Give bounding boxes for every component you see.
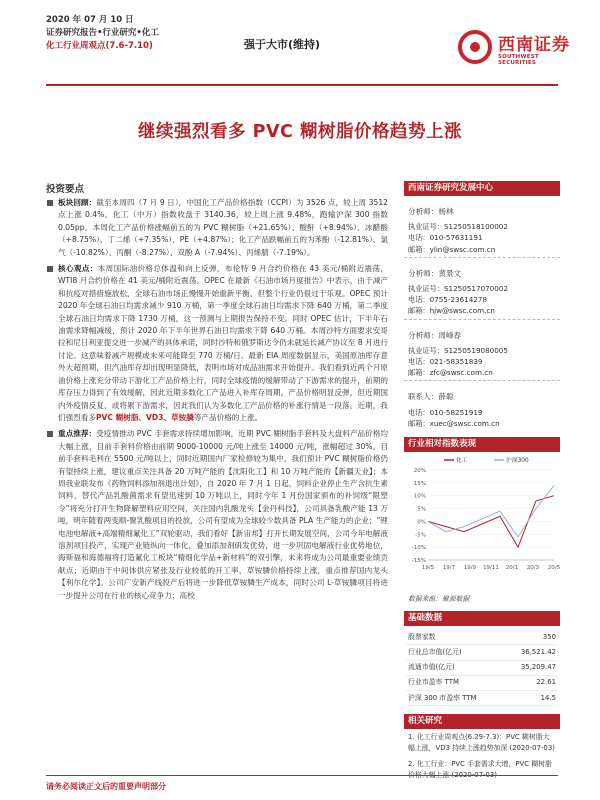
y-tick-label: -15%: [411, 558, 426, 565]
logo-cn-text: 西南证券: [498, 35, 570, 55]
y-tick-label: 0%: [417, 519, 426, 526]
report-date: 2020 年 07 月 10 日: [46, 15, 134, 25]
rating: 强于大市(维持): [244, 38, 321, 51]
analyst-name: 联系人：薛聪: [408, 392, 454, 402]
review-text: 截至本周四（7 月 9 日），中国化工产品价格指数（CCPI）为 3526 点，较上周 3512 点上涨 0.4%。化工（中万）指数收盘于 3140.36，较上周上涨 9.48%，跑输沪深 300 指数 0.05pp。本周化工产品价格涨幅前五的为 PVC 糊树脂（+21.65%）、酸酐（+8.94%）、冰醋酸（+8.75%）、丁二烯（+7.35%）、PE（+4.87%）；化工产品跌幅前五的为苯酚（-12.81%）、氯气（-10.82%）、丙酮（-8.27%）、双酚 A（-7.94%）、丙烯腈（-7.19%）。: [58, 198, 388, 257]
bullet-icon: [47, 266, 53, 272]
analyst-card: [404, 328, 560, 382]
core-label: 核心观点：: [58, 264, 98, 274]
bullet-icon: [47, 431, 53, 437]
chart-heading: 行业相对指数表现: [404, 437, 560, 452]
basic-data-heading: 基础数据: [404, 611, 560, 626]
header-divider: [46, 84, 558, 86]
analyst-card: [404, 389, 560, 431]
row-label: 沪深 300 市盈率 TTM: [406, 691, 505, 706]
x-tick-label: 20/3: [526, 565, 540, 572]
analyst-phone: 电话：021-58351839: [408, 357, 483, 367]
row-value: 35,209.47: [505, 660, 558, 675]
table-row: [406, 630, 558, 645]
analyst-phone: 电话：0755-23614278: [408, 295, 488, 305]
row-value: 36,521.42: [505, 645, 558, 660]
row-value: 350: [505, 630, 558, 645]
picks-label: 重点推荐：: [58, 429, 97, 439]
paragraph-review: [46, 197, 388, 259]
row-label: 流通市值(亿元): [406, 660, 505, 675]
paragraph-picks: [46, 428, 388, 602]
x-tick-label: 19/7: [442, 565, 456, 572]
paragraph-core: [46, 263, 388, 424]
report-series: 化工行业周观点(7.6-7.10): [46, 41, 153, 51]
company-logo: [458, 16, 576, 76]
logo-emblem-icon: [458, 30, 492, 64]
table-row: [406, 660, 558, 675]
analyst-email[interactable]: 邮箱：zfc@swsc.com.cn: [408, 368, 493, 378]
table-row: [406, 691, 558, 706]
row-label: 行业市盈率 TTM: [406, 675, 505, 690]
legend-label: 沪深300: [506, 458, 529, 465]
report-category: 证券研究报告•行业研究•化工: [46, 28, 159, 38]
related-item[interactable]: 1. 化工行业周观点(6.29-7.3)：PVC 糊树脂大幅上涨，VD3 持续上涨趋势加深 (2020-07-03): [408, 733, 555, 752]
x-tick-label: 19/11: [483, 565, 499, 572]
analyst-card: [404, 204, 560, 258]
analyst-name: 分析师：杨林: [408, 207, 454, 216]
row-label: 行业总市值(亿元): [406, 645, 505, 660]
y-tick-label: 15%: [413, 480, 426, 487]
related-list: [404, 729, 560, 789]
analyst-email[interactable]: 邮箱：hjw@swsc.com.cn: [408, 306, 495, 316]
report-header: [46, 14, 570, 84]
picks-text: 受疫情推动 PVC 手套需求持续增加影响，近期 PVC 糊树脂手套料及大盘料产品价格均大幅上涨，目前手套料价格由前期 9000-10000 元/吨上涨至 14000 元/吨，涨幅超过 30%。目前手套料毛利在 5500 元/吨以上，同时近期国内厂家检修较为集中，我们预计 PVC 糊树脂价格仍有望持续上涨，建议重点关注具备 20 万吨产能的【沈阳化工】和 10 万吨产能的【新疆天业】；本周我业联发布《药物饲料添加剂退出计划》，自 2020 年 7 月 1 日起，饲料企业停止生产含抗生素饲料，替代产品乳酸菌需求有望迅速到 10 万吨以上，同时今年 1 月份国家颁布的补饲级“限塑令”将充分打开生物降解塑料应用空间，关注国内乳酸龙头【金丹科技】，公司具备乳酸产能 13 万吨，明年随着两变顺-聚乳酸项目的投放，公司有望成为全球较少数具备 PLA 生产能力的企业；“锂电池电解液+高端精细氟化工”双轮驱动，我们看好【新宙邦】打开长期发展空间，公司今年电解液溶剂项目投产，实现产业链纵向一体化，叠加添加剂研发优势，进一步巩固电解液行业优势地位，海斯福和海德福将打造氟化工板块“精细化学品+新材料”的双引擎，未来将成为公司最重要业绩贡献点；近期由于中间体供应紧张及行业较低的开工率，草铵膦价格持续上涨，重点推荐国内龙头【利尔化学】。公司广安新产线投产后将进一步降低草铵膦生产成本，同时公司 L-草铵膦项目将进一步提升公司在行业的核心竞争力；高校: [58, 429, 388, 600]
legend-label: 化工: [456, 458, 468, 465]
related-heading: 相关研究: [404, 714, 560, 729]
table-row: [406, 645, 558, 660]
analyst-cert: 执业证号：S1250517070002: [408, 284, 508, 294]
core-text: 本周国际油价格总体温和向上反弹，布伦特 9 月合约价格在 43 美元/桶附近震荡，WTI8 月合约价格在 41 美元/桶附近震荡。OPEC 在最新《石油市场月度报告》中表示，由于减产和抗疫对措措施放松，全球石油市场正慢慢开始重新平衡，但整个行业仍很过于乐观。OPEC 预计 2020 年全球石油日均需求减少 910 万桶，第一季度全球石油日均需求下降 640 万桶，第二季度全球石油日均需求下降 1730 万桶，这一预测与上期报告保持不变。同时 OPEC 估计，下半年石油需求降幅减缓，预计 2020 年下半年世界石油日均需求下降 640 万桶。本周沙特方面要求安哥拉和尼日利亚提交进一步减产的具体承诺，同时沙特和俄罗斯达令仍未就延长减产协议至 8 月进行讨论。这意味着减产规模或未来可能降至 770 万桶/日。最新 EIA 周度数据显示，美国原油库存意外大超预期，但汽油库存却出现明显降低，表明市场对成品油需求开始提升。我们看到近两个月原油价格上涨充分带动下游化工产品价格上行，同时全球疫情的缓解带动了下游需求的提升，前期的库存压力得到了有效缓解，因此近期多数化工产品进入补库存周期，产品价格明显反弹，但近期国内外疫情反复，或将累下游需求，因此我们认为多数化工产品价格的补涨行情是一段落。近期，我们强烈看多: [58, 264, 388, 422]
bullet-icon: [47, 200, 53, 206]
analyst-phone: 电话：010-58251919: [408, 407, 483, 417]
table-row: [406, 675, 558, 690]
analyst-cert: 执业证号：S1250519080005: [408, 345, 508, 355]
x-tick-label: 20/5: [547, 565, 560, 572]
row-value: 14.5: [505, 691, 558, 706]
analyst-name: 分析师：周峰春: [408, 330, 462, 340]
chart-source: 数据来源：聚源数据: [408, 595, 470, 604]
analyst-phone: 电话：010-57631191: [408, 233, 483, 243]
analyst-cert: 执业证号：S1250518100002: [408, 222, 508, 232]
x-tick-label: 19/9: [463, 565, 477, 572]
basic-data-table: [406, 630, 558, 706]
section-heading: 投资要点: [46, 184, 85, 195]
series-line: [428, 485, 554, 537]
index-chart: [404, 452, 560, 612]
footer-divider: [46, 775, 558, 776]
analyst-card: [404, 266, 560, 320]
y-tick-label: 20%: [413, 468, 426, 475]
analyst-email[interactable]: 邮箱：ylin@swsc.com.cn: [408, 244, 496, 254]
analyst-name: 分析师：黄景文: [408, 268, 462, 278]
y-tick-label: -5%: [415, 532, 426, 539]
related-item[interactable]: 2. 化工行业：PVC 手套需求大增，PVC 糊树脂: [408, 760, 552, 769]
header-left: [46, 14, 159, 53]
analyst-list: [404, 204, 560, 431]
footer-disclaimer: 请务必阅读正文后的重要声明部分: [46, 782, 166, 791]
x-tick-label: 20/1: [505, 565, 519, 572]
x-tick-label: 19/5: [421, 565, 435, 572]
analyst-email[interactable]: 邮箱：xuec@swsc.com.cn: [408, 418, 500, 428]
row-value: 22.61: [505, 675, 558, 690]
logo-en-text: SOUTHWEST SECURITIES: [498, 54, 539, 66]
sidebar: [404, 181, 560, 790]
core-tail: 等产品价格的上涨。: [193, 412, 263, 422]
y-tick-label: 5%: [417, 506, 426, 513]
core-highlight: PVC 糊树脂、VD3、草铵膦: [95, 412, 194, 422]
chart-canvas: [404, 452, 560, 590]
y-tick-label: -10%: [411, 545, 426, 552]
y-tick-label: 10%: [413, 493, 426, 500]
row-label: 股票家数: [406, 630, 505, 645]
team-heading: 西南证券研究发展中心: [404, 181, 560, 196]
page-title: 继续强烈看多 PVC 糊树脂价格趋势上涨: [138, 122, 462, 142]
review-label: 板块回顾：: [58, 198, 97, 207]
main-content: [46, 197, 388, 606]
